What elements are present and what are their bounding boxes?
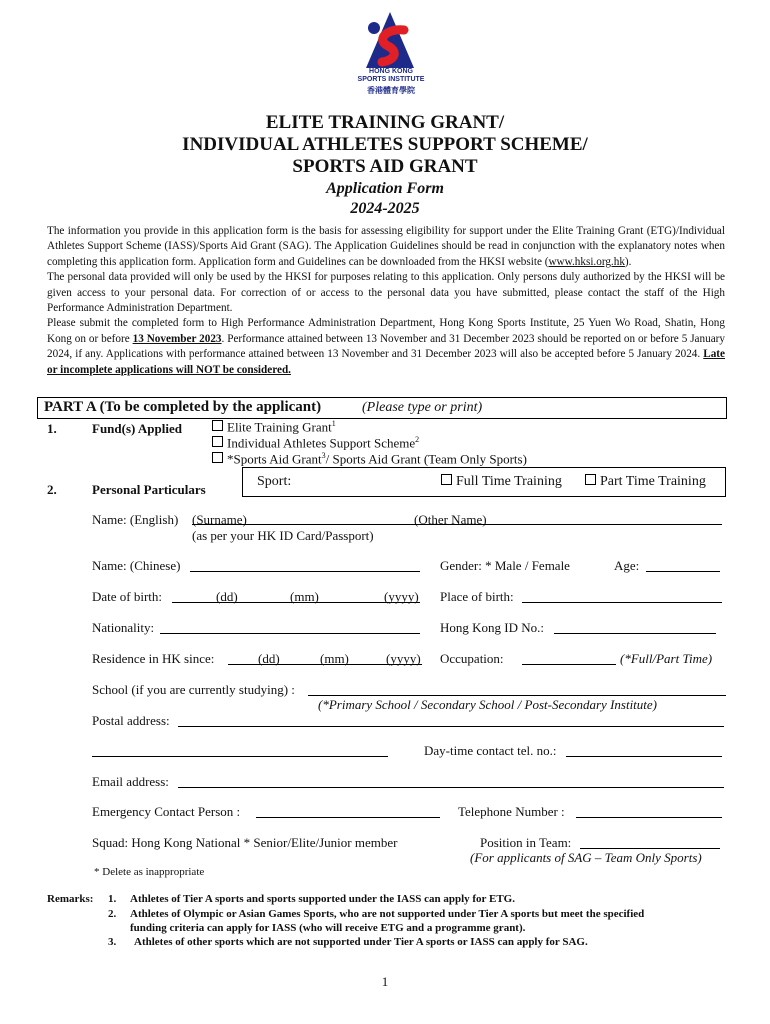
part-a-title: PART A (To be completed by the applicant) bbox=[44, 399, 322, 415]
email-label: Email address: bbox=[92, 774, 169, 789]
emergency-contact-label: Emergency Contact Person : bbox=[92, 804, 241, 819]
school-field[interactable] bbox=[308, 695, 726, 696]
logo-line3: 香港體育學院 bbox=[367, 86, 415, 95]
dob-label: Date of birth: bbox=[92, 589, 163, 604]
dob-dd: (dd) bbox=[216, 589, 238, 604]
occupation-note: (*Full/Part Time) bbox=[620, 651, 713, 666]
part-time-checkbox[interactable] bbox=[585, 474, 596, 485]
sag-label: *Sports Aid Grant bbox=[227, 451, 322, 467]
part-time-label: Part Time Training bbox=[600, 474, 706, 489]
postal-address-label: Postal address: bbox=[92, 713, 170, 728]
late-warning: Late or incomplete applications will NOT be considered. bbox=[47, 348, 725, 376]
intro-paragraph-2: The personal data provided will only be used by the HKSI for purposes relating to this application. Only persons duly authorized by the HKSI will be given access to your personal data. For correction of or access to the personal data you have submitted, please contact the staff of the High Performance Administration Department. bbox=[47, 271, 725, 315]
position-label: Position in Team: bbox=[480, 835, 572, 850]
page-number: 1 bbox=[381, 974, 389, 989]
title-line2: INDIVIDUAL ATHLETES SUPPORT SCHEME/ bbox=[182, 134, 588, 155]
residence-label: Residence in HK since: bbox=[92, 651, 215, 666]
sport-label: Sport: bbox=[257, 474, 292, 489]
iass-checkbox[interactable] bbox=[212, 436, 223, 447]
emergency-contact-field[interactable] bbox=[256, 817, 440, 818]
intro-paragraph-3 bbox=[47, 316, 725, 378]
residence-yyyy: (yyyy) bbox=[386, 651, 421, 666]
funds-applied-label: Fund(s) Applied bbox=[92, 421, 182, 436]
section-2-number: 2. bbox=[47, 482, 57, 497]
sport-box[interactable] bbox=[242, 467, 726, 497]
surname-label: (Surname) bbox=[192, 512, 247, 527]
gender-field[interactable]: Gender: * Male / Female bbox=[440, 558, 570, 573]
option-etg[interactable] bbox=[212, 419, 336, 435]
hksi-logo bbox=[346, 10, 436, 98]
place-of-birth-label: Place of birth: bbox=[440, 589, 514, 604]
position-note: (For applicants of SAG – Team Only Sports) bbox=[470, 850, 702, 865]
position-field[interactable] bbox=[580, 848, 720, 849]
telephone-field[interactable] bbox=[576, 817, 722, 818]
intro-p1b: ). bbox=[624, 255, 632, 268]
full-time-label: Full Time Training bbox=[456, 474, 562, 489]
full-time-option[interactable] bbox=[441, 474, 562, 490]
as-per-id-note: (as per your HK ID Card/Passport) bbox=[192, 528, 374, 543]
sag-checkbox[interactable] bbox=[212, 452, 223, 463]
hksi-website-link[interactable]: www.hksi.org.hk bbox=[548, 255, 625, 268]
nationality-label: Nationality: bbox=[92, 620, 155, 635]
intro-text bbox=[47, 224, 725, 378]
occupation-label: Occupation: bbox=[440, 651, 504, 666]
daytime-tel-field[interactable] bbox=[566, 756, 722, 757]
remark-2-number: 2. bbox=[108, 908, 117, 920]
school-note: (*Primary School / Secondary School / Post-Secondary Institute) bbox=[318, 697, 658, 712]
part-a-note: (Please type or print) bbox=[362, 400, 483, 415]
part-time-option[interactable] bbox=[585, 474, 706, 490]
postal-address-field[interactable] bbox=[178, 726, 724, 727]
remark-3-text: Athletes of other sports which are not supported under Tier A sports or IASS can apply for SAG. bbox=[134, 936, 588, 948]
email-field[interactable] bbox=[178, 787, 724, 788]
name-english-label: Name: (English) bbox=[92, 512, 179, 527]
option-iass[interactable] bbox=[212, 435, 419, 451]
squad-field[interactable]: Squad: Hong Kong National * Senior/Elite/Junior member bbox=[92, 835, 398, 850]
part-a-header bbox=[37, 397, 727, 419]
remark-2-text: Athletes of Olympic or Asian Games Sports, who are not supported under Tier A sports but meet the specified bbox=[130, 908, 645, 920]
other-name-field[interactable] bbox=[414, 524, 722, 525]
hkid-field[interactable] bbox=[554, 633, 716, 634]
full-time-checkbox[interactable] bbox=[441, 474, 452, 485]
name-chinese-label: Name: (Chinese) bbox=[92, 558, 181, 573]
sag-footnote: 3 bbox=[321, 451, 326, 460]
residence-mm: (mm) bbox=[320, 651, 349, 666]
dob-yyyy: (yyyy) bbox=[384, 589, 419, 604]
residence-dd: (dd) bbox=[258, 651, 280, 666]
postal-address-field-2[interactable] bbox=[92, 756, 388, 757]
delete-note: * Delete as inappropriate bbox=[94, 866, 205, 878]
other-name-label: (Other Name) bbox=[414, 512, 487, 527]
school-label: School (if you are currently studying) : bbox=[92, 682, 295, 697]
intro-p3b: . Performance attained between 13 November and 31 December 2023 should be reported on or before 5 January 2024, if any. Applications with performance attained between 13 November and 31 December 2023 will also be accepted before 5 January 2024. bbox=[47, 332, 725, 361]
daytime-tel-label: Day-time contact tel. no.: bbox=[424, 743, 557, 758]
age-field[interactable] bbox=[646, 571, 720, 572]
etg-footnote: 1 bbox=[331, 419, 336, 428]
option-sag[interactable] bbox=[212, 451, 527, 467]
surname-field[interactable] bbox=[192, 524, 414, 525]
iass-label: Individual Athletes Support Scheme bbox=[227, 435, 416, 451]
etg-label: Elite Training Grant bbox=[227, 419, 332, 435]
place-of-birth-field[interactable] bbox=[522, 602, 722, 603]
age-label: Age: bbox=[614, 558, 640, 573]
form-year: 2024-2025 bbox=[350, 200, 420, 217]
intro-paragraph-1 bbox=[47, 224, 725, 270]
remark-3-number: 3. bbox=[108, 936, 117, 948]
hkid-label: Hong Kong ID No.: bbox=[440, 620, 544, 635]
remark-2-text-cont: funding criteria can apply for IASS (who will receive ETG and a programme grant). bbox=[130, 922, 526, 934]
deadline-date: 13 November 2023 bbox=[132, 332, 222, 345]
logo-line2: SPORTS INSTITUTE bbox=[357, 76, 425, 83]
personal-particulars-label: Personal Particulars bbox=[92, 482, 206, 497]
etg-checkbox[interactable] bbox=[212, 420, 223, 431]
sag-team-label: / Sports Aid Grant (Team Only Sports) bbox=[325, 451, 527, 467]
title-line1: ELITE TRAINING GRANT/ bbox=[265, 112, 505, 133]
dob-mm: (mm) bbox=[290, 589, 319, 604]
intro-p3a: Please submit the completed form to High Performance Administration Department, Hong Kong Sports Institute, 25 Yuen Wo Road, Shatin, Hong Kong on or before bbox=[47, 317, 725, 345]
logo-line1: HONG KONG bbox=[369, 68, 413, 75]
telephone-label: Telephone Number : bbox=[458, 804, 565, 819]
remarks-label: Remarks: bbox=[47, 893, 94, 905]
intro-p1a: The information you provide in this application form is the basis for assessing eligibility for support under the Elite Training Grant (ETG)/Individual Athletes Support Scheme (IASS)/Sports Aid Grant (SAG). The Application Guidelines should be read in conjunction with the explanatory notes when completing this application form. Application form and Guidelines can be downloaded from the HKSI website ( bbox=[47, 225, 725, 268]
remark-1-number: 1. bbox=[108, 893, 117, 905]
nationality-field[interactable] bbox=[160, 633, 420, 634]
form-subtitle: Application Form bbox=[326, 180, 444, 197]
name-chinese-field[interactable] bbox=[190, 571, 420, 572]
remark-1-text: Athletes of Tier A sports and sports supported under the IASS can apply for ETG. bbox=[130, 893, 515, 905]
section-1-number: 1. bbox=[47, 421, 57, 436]
hksi-logo-mark bbox=[346, 10, 436, 70]
iass-footnote: 2 bbox=[415, 435, 420, 444]
title-line3: SPORTS AID GRANT bbox=[292, 156, 478, 177]
occupation-field[interactable] bbox=[522, 664, 616, 665]
